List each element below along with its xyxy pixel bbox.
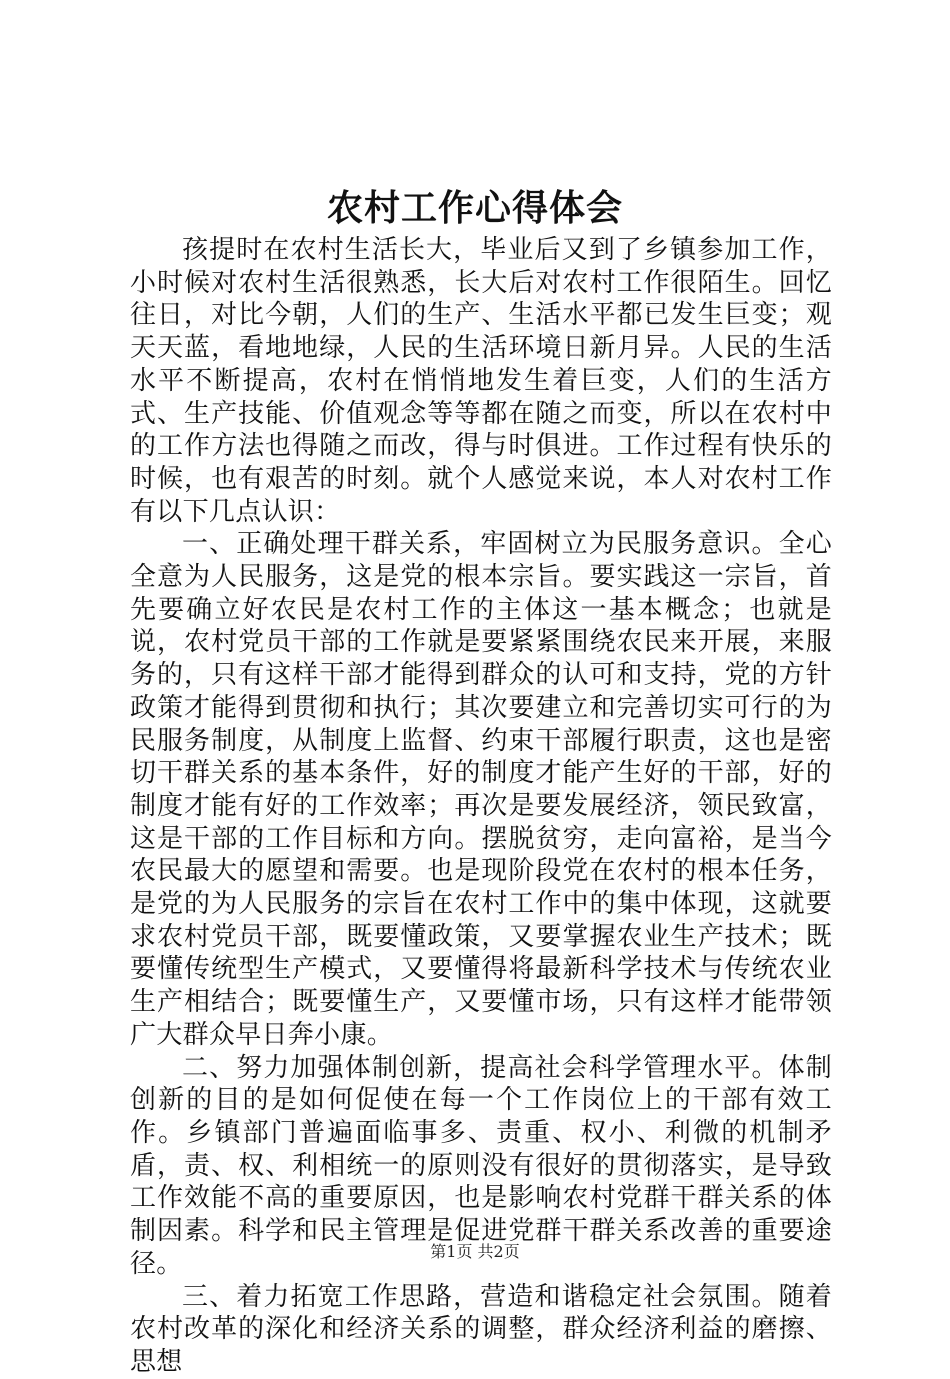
document-title: 农村工作心得体会 <box>326 187 623 229</box>
paragraph-section-1: 一、正确处理干群关系，牢固树立为民服务意识。全心全意为人民服务，这是党的根本宗旨。要实践这一宗旨，首先要确立好农民是农村工作的主体这一基本概念；也就是说，农村党员干部的工作就是要紧紧围绕农民来开展，来服务的，只有这样干部才能得到群众的认可和支持，党的方针政策才能得到贯彻和执行；其次要建立和完善切实可行的为民服务制度，从制度上监督、约束干部履行职责，这也是密切干群关系的基本条件，好的制度才能产生好的干部，好的制度才能有好的工作效率；再次是要发展经济，领民致富，这是干部的工作目标和方向。摆脱贫穷，走向富裕，是当今农民最大的愿望和需要。也是现阶段党在农村的根本任务，是党的为人民服务的宗旨在农村工作中的集中体现，这就要求农村党员干部，既要懂政策，又要掌握农业生产技术；既要懂传统型生产模式，又要懂得将最新科学技术与传统农业生产相结合；既要懂生产，又要懂市场，只有这样才能带领广大群众早日奔小康。 <box>130 529 832 1050</box>
paragraph-section-2: 二、努力加强体制创新，提高社会科学管理水平。体制创新的目的是如何促使在每一个工作岗位上的干部有效工作。乡镇部门普遍面临事多、责重、权小、利微的机制矛盾，责、权、利相统一的原则没有很好的贯彻落实，是导致工作效能不高的重要原因，也是影响农村党群干群关系的体制因素。科学和民主管理是促进党群干群关系改善的重要途径。 <box>130 1052 832 1279</box>
paragraph-section-3: 三、着力拓宽工作思路，营造和谐稳定社会氛围。随着农村改革的深化和经济关系的调整，群众经济利益的磨擦、思想 <box>130 1281 832 1377</box>
document-body <box>130 234 832 1379</box>
page-number-footer: 第1页 共2页 <box>430 1242 520 1261</box>
paragraph-intro: 孩提时在农村生活长大，毕业后又到了乡镇参加工作，小时候对农村生活很熟悉，长大后对农村工作很陌生。回忆往日，对比今朝，人们的生产、生活水平都已发生巨变；观天天蓝，看地地绿，人民的生活环境日新月异。人民的生活水平不断提高，农村在悄悄地发生着巨变，人们的生活方式、生产技能、价值观念等等都在随之而变，所以在农村中的工作方法也得随之而改，得与时俱进。工作过程有快乐的时候，也有艰苦的时刻。就个人感觉来说，本人对农村工作有以下几点认识： <box>130 235 832 527</box>
